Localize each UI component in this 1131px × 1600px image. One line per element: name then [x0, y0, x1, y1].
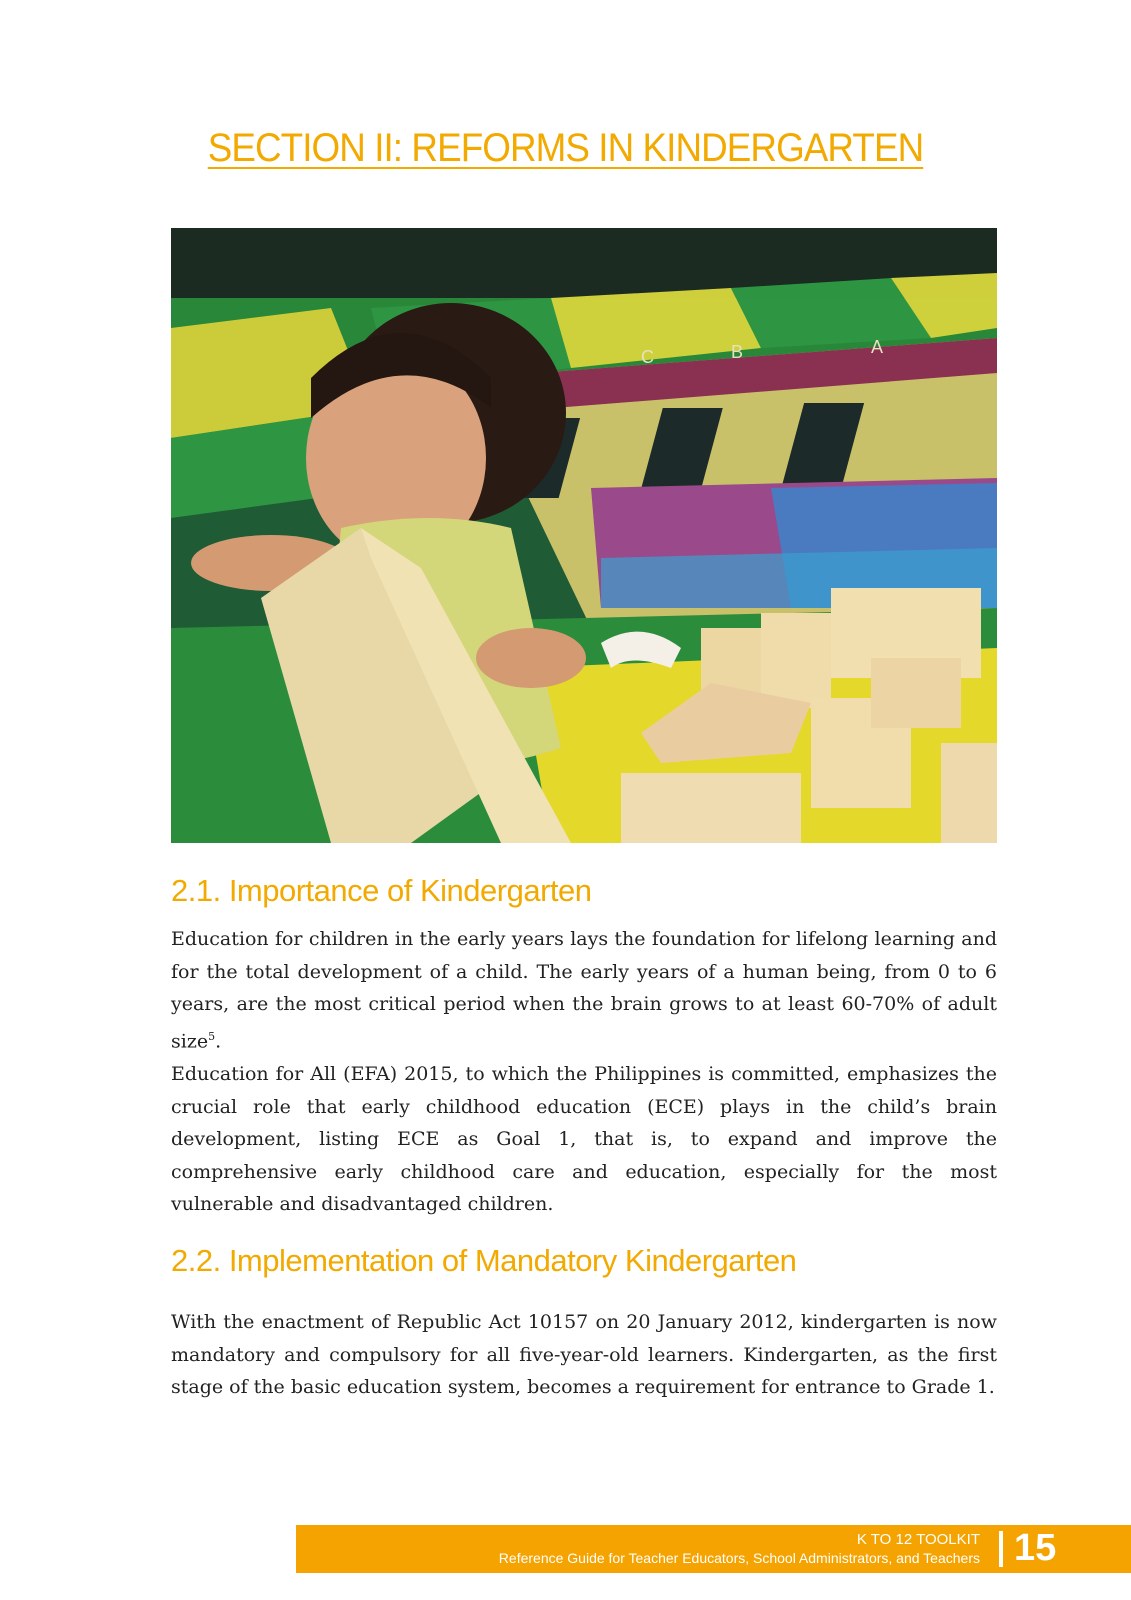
page-title: SECTION II: REFORMS IN KINDERGARTEN	[207, 126, 924, 170]
child-with-blocks-image	[171, 228, 997, 843]
footer-divider	[999, 1531, 1003, 1567]
footer-toolkit-title: K TO 12 TOOLKIT	[856, 1531, 980, 1548]
section-heading-importance: 2.1. Importance of Kindergarten	[171, 873, 592, 908]
page-footer	[296, 1525, 1131, 1573]
kindergarten-photo	[171, 228, 997, 843]
paragraph-text: Education for children in the early years lays the foundation for lifelong learning and for the total development of a child. The early years of a human being, from 0 to 6 years, are the most critical period when the brain grows to at least 60-70% of adult size	[171, 928, 997, 1052]
footer-subtitle: Reference Guide for Teacher Educators, School Administrators, and Teachers	[498, 1550, 980, 1566]
mat-letter: B	[731, 342, 744, 362]
paragraph-end: .	[215, 1029, 222, 1052]
footnote-marker: 5	[208, 1029, 216, 1043]
mat-letter: A	[871, 337, 884, 357]
section-heading-implementation: 2.2. Implementation of Mandatory Kindergarten	[171, 1243, 797, 1278]
page-number: 15	[1014, 1527, 1057, 1569]
paragraph-importance-1	[171, 923, 997, 1057]
mat-letter: C	[641, 347, 654, 367]
paragraph-implementation-1: With the enactment of Republic Act 10157 on 20 January 2012, kindergarten is now mandatory and compulsory for all five-year-old learners. Kindergarten, as the first stage of the basic education system, becomes a requirement for entrance to Grade 1.	[171, 1311, 997, 1398]
paragraph-importance-2: Education for All (EFA) 2015, to which the Philippines is committed, emphasizes the crucial role that early childhood education (ECE) plays in the child’s brain development, listing ECE as Goal 1, that is, to expand and improve the comprehensive early childhood care and education, especially for the most vulnerable and disadvantaged children.	[171, 1063, 997, 1215]
